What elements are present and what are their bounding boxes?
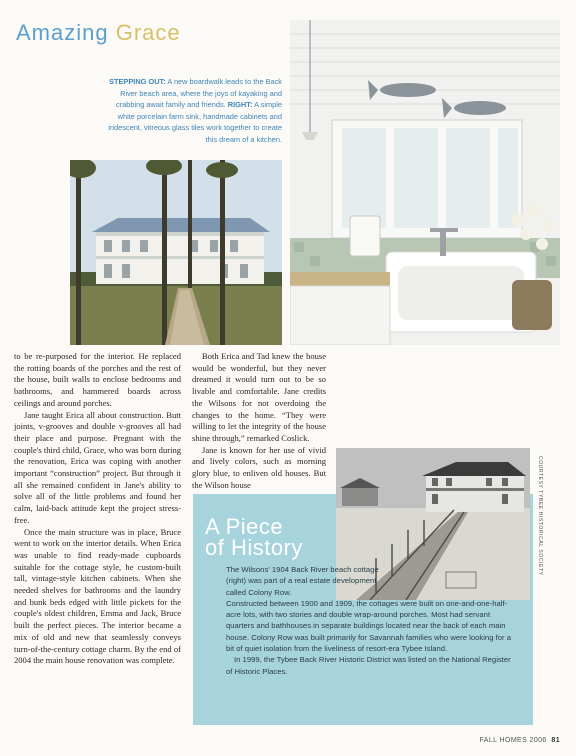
body-column-right	[192, 351, 326, 491]
page-title	[16, 20, 181, 46]
kitchen-sink-photo	[290, 20, 560, 345]
page-footer	[420, 737, 560, 744]
sidebar-paragraph-continued: Constructed between 1900 and 1909, the cottages were built on one-and-one-half-acre lots, with two stories and double wrap-around porches. Most had servant quarters and bathhouses in separate buildings located near the back of each main house. Colony Row was built primarily for Savannah families who were looking for a bit of quiet isolation from the liveliness of resort-era Tybee Island.	[226, 598, 511, 654]
sidebar-title	[205, 516, 355, 558]
caption-lead-right: RIGHT:	[227, 100, 253, 109]
body-paragraph: Both Erica and Tad knew the house would be wonderful, but they never dreamed it would turn out to be so livable and comfortable. Jane credits the Wilsons for not overdoing the changes to the home. “They were willing to let the integrity of the house shine through,” remarked Coslick.	[192, 351, 326, 443]
body-column-left	[14, 351, 181, 667]
caption-text-1: A new boardwalk leads to the Back River beach area, where the joys of kayaking and crabbing await family and friends.	[116, 77, 282, 109]
page-number: 81	[551, 737, 560, 744]
body-paragraph: to be re-purposed for the interior. He replaced the rotting boards of the porches and the rest of the house, built walls to enclose bedrooms and bathrooms, and hammered boards across ceilings and around porches.	[14, 351, 181, 408]
sidebar-title-line-2: of History	[205, 535, 303, 560]
beach-house-photo	[70, 160, 282, 345]
sidebar-paragraph: In 1999, the Tybee Back River Historic District was listed on the National Register of Historic Places.	[226, 655, 511, 676]
caption-text-2: A simple white porcelain farm sink, handmade cabinets and iridescent, vitreous glass tiles work together to create this dream of a kitchen.	[108, 100, 282, 144]
kitchen-illustration	[290, 20, 560, 345]
body-paragraph: Once the main structure was in place, Bruce went to work on the interior details. When Erica was unable to find ready-made cupboards suitable for the cottage style, he custom-built tall, vintage-style kitchen cabinets. When she needed shelves for bathrooms and the laundry and bunk beds edged with little pickets for the couple's oldest children, Emma and Jack, Bruce built the perfect pieces. The interior became a mix of old and new that seamlessly conveys turn-of-the-century cottage charm. By the end of 2004 the main house renovation was complete.	[14, 526, 181, 666]
photo-credit: COURTESY TYBEE HISTORICAL SOCIETY	[537, 456, 543, 576]
sidebar-title-line-1: A Piece	[205, 514, 284, 539]
title-word-grace: Grace	[115, 20, 181, 45]
body-paragraph: Jane is known for her use of vivid and lively colors, such as morning glory blue, to enliven old houses. But the Wilson house	[192, 444, 326, 490]
beach-house-illustration	[70, 160, 282, 345]
title-word-amazing: Amazing	[16, 20, 109, 45]
sidebar-body	[226, 564, 518, 677]
body-paragraph: Jane taught Erica all about construction. Butt joints, v-grooves and double v-grooves all had their place and purpose. Pregnant with the couple's third child, Grace, who was born during the renovation, Erica was coping with another important “construction” project. But through it all she remained confident in Jane's ability to solve all of the little problems and found her calm, laid-back attitude kept the project stress-free.	[14, 409, 181, 525]
footer-issue: FALL HOMES 2006	[479, 737, 547, 744]
photo-caption	[100, 76, 282, 145]
sidebar-paragraph-intro: The Wilsons' 1904 Back River beach cottage (right) was part of a real estate development called Colony Row.	[226, 565, 379, 597]
caption-lead-stepping-out: STEPPING OUT:	[109, 77, 166, 86]
